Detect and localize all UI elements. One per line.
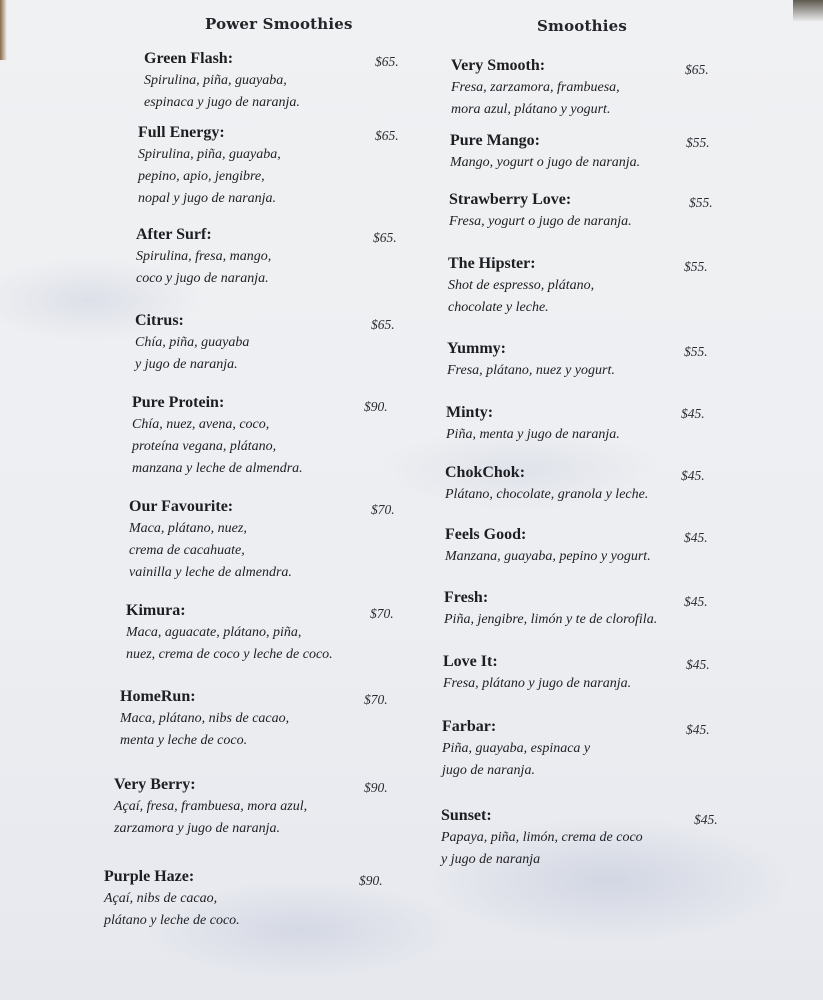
item-description-line: Spirulina, piña, guayaba, — [144, 73, 287, 88]
item-description-line: Manzana, guayaba, pepino y yogurt. — [445, 549, 651, 564]
item-description-line: zarzamora y jugo de naranja. — [114, 821, 281, 836]
item-price: $45. — [684, 530, 708, 545]
item-description-line: nuez, crema de coco y leche de coco. — [126, 647, 333, 662]
item-price: $55. — [684, 344, 708, 359]
item-description-line: Papaya, piña, limón, crema de coco — [441, 830, 643, 845]
item-description-line: Açaí, nibs de cacao, — [104, 891, 218, 906]
smoothie-item — [450, 131, 640, 173]
smoothie-item — [447, 339, 615, 381]
power-item — [132, 393, 303, 479]
item-description-line: espinaca y jugo de naranja. — [144, 95, 300, 110]
item-name: Citrus: — [135, 312, 184, 329]
item-description-line: Chía, piña, guayaba — [135, 335, 250, 350]
item-price: $65. — [373, 230, 397, 245]
item-description-line: Fresa, plátano y jugo de naranja. — [443, 676, 632, 691]
item-description-line: plátano y leche de coco. — [104, 913, 240, 928]
item-price: $55. — [686, 135, 710, 150]
item-price: $45. — [694, 812, 718, 827]
item-name: Kimura: — [126, 602, 186, 619]
item-name: Farbar: — [442, 718, 497, 735]
item-price: $90. — [364, 780, 388, 795]
item-description-line: chocolate y leche. — [448, 300, 549, 315]
item-description-line: y jugo de naranja — [441, 852, 541, 867]
item-description-line: Shot de espresso, plátano, — [448, 278, 595, 293]
table-edge-right — [793, 0, 823, 22]
item-description-line: Piña, guayaba, espinaca y — [442, 741, 591, 756]
table-edge-left — [0, 0, 7, 60]
item-price: $65. — [371, 317, 395, 332]
item-name: Sunset: — [441, 807, 492, 824]
item-description-line: coco y jugo de naranja. — [136, 271, 269, 286]
power-item — [129, 497, 292, 583]
item-price: $55. — [689, 195, 713, 210]
smoothies-title: Smoothies — [537, 17, 628, 35]
item-description-line: vainilla y leche de almendra. — [129, 565, 292, 580]
item-description-line: y jugo de naranja. — [135, 357, 238, 372]
item-description-line: Fresa, zarzamora, frambuesa, — [451, 80, 620, 95]
smoothie-item — [446, 403, 620, 445]
item-price: $70. — [364, 692, 388, 707]
item-description-line: Açaí, fresa, frambuesa, mora azul, — [114, 799, 308, 814]
item-description-line: crema de cacahuate, — [129, 543, 245, 558]
item-price: $45. — [684, 594, 708, 609]
item-description-line: Piña, jengibre, limón y te de clorofila. — [444, 612, 658, 627]
item-price: $65. — [375, 128, 399, 143]
item-name: Feels Good: — [445, 526, 527, 543]
item-description-line: menta y leche de coco. — [120, 733, 248, 748]
power-item — [114, 775, 307, 839]
item-description-line: Chía, nuez, avena, coco, — [132, 417, 270, 432]
item-price: $45. — [686, 722, 710, 737]
item-description-line: jugo de naranja. — [442, 763, 535, 778]
item-description-line: Spirulina, piña, guayaba, — [138, 147, 281, 162]
power-item — [144, 49, 300, 113]
smoothie-item — [445, 525, 651, 567]
item-description-line: Fresa, plátano, nuez y yogurt. — [447, 363, 615, 378]
item-price: $70. — [371, 502, 395, 517]
item-description-line: manzana y leche de almendra. — [132, 461, 303, 476]
item-price: $45. — [681, 406, 705, 421]
item-description-line: Fresa, yogurt o jugo de naranja. — [449, 214, 632, 229]
smoothie-item — [449, 190, 632, 232]
item-name: Very Berry: — [114, 776, 196, 793]
smoothie-item — [448, 254, 594, 318]
item-description-line: Spirulina, fresa, mango, — [136, 249, 272, 264]
item-price: $90. — [359, 873, 383, 888]
item-name: The Hipster: — [448, 255, 536, 272]
item-name: ChokChok: — [445, 464, 526, 481]
item-description-line: nopal y jugo de naranja. — [138, 191, 277, 206]
power-item — [120, 687, 289, 751]
power-item — [138, 123, 281, 209]
item-description-line: Piña, menta y jugo de naranja. — [446, 427, 620, 442]
item-description-line: mora azul, plátano y yogurt. — [451, 102, 611, 117]
power-item — [104, 867, 240, 931]
smoothie-item — [443, 652, 631, 694]
item-price: $45. — [686, 657, 710, 672]
item-price: $70. — [370, 606, 394, 621]
item-description-line: Maca, plátano, nibs de cacao, — [120, 711, 290, 726]
item-price: $90. — [364, 399, 388, 414]
smoothie-item — [444, 588, 657, 630]
item-name: Full Energy: — [138, 124, 225, 141]
item-name: Minty: — [446, 404, 494, 421]
smoothie-item — [445, 463, 648, 505]
item-description-line: Plátano, chocolate, granola y leche. — [445, 487, 649, 502]
item-name: Yummy: — [447, 340, 506, 357]
item-description-line: Maca, aguacate, plátano, piña, — [126, 625, 302, 640]
item-price: $45. — [681, 468, 705, 483]
item-name: Fresh: — [444, 589, 489, 606]
item-name: After Surf: — [136, 226, 212, 243]
item-description-line: pepino, apio, jengibre, — [138, 169, 265, 184]
item-price: $65. — [685, 62, 709, 77]
power-item — [126, 601, 333, 665]
power-item — [136, 225, 271, 289]
item-name: Pure Protein: — [132, 394, 225, 411]
item-description-line: Maca, plátano, nuez, — [129, 521, 247, 536]
item-name: HomeRun: — [120, 688, 196, 705]
item-name: Green Flash: — [144, 50, 234, 67]
smoothie-item — [441, 806, 643, 870]
power-smoothies-title: Power Smoothies — [205, 15, 353, 33]
power-item — [135, 311, 249, 375]
smoothie-item — [451, 56, 620, 120]
item-name: Our Favourite: — [129, 498, 234, 515]
item-name: Love It: — [443, 653, 498, 670]
item-name: Purple Haze: — [104, 868, 195, 885]
smoothie-item — [442, 717, 590, 781]
item-name: Strawberry Love: — [449, 191, 572, 208]
item-name: Pure Mango: — [450, 132, 540, 149]
item-price: $65. — [375, 54, 399, 69]
item-description-line: proteína vegana, plátano, — [132, 439, 277, 454]
item-description-line: Mango, yogurt o jugo de naranja. — [450, 155, 641, 170]
item-price: $55. — [684, 259, 708, 274]
item-name: Very Smooth: — [451, 57, 546, 74]
